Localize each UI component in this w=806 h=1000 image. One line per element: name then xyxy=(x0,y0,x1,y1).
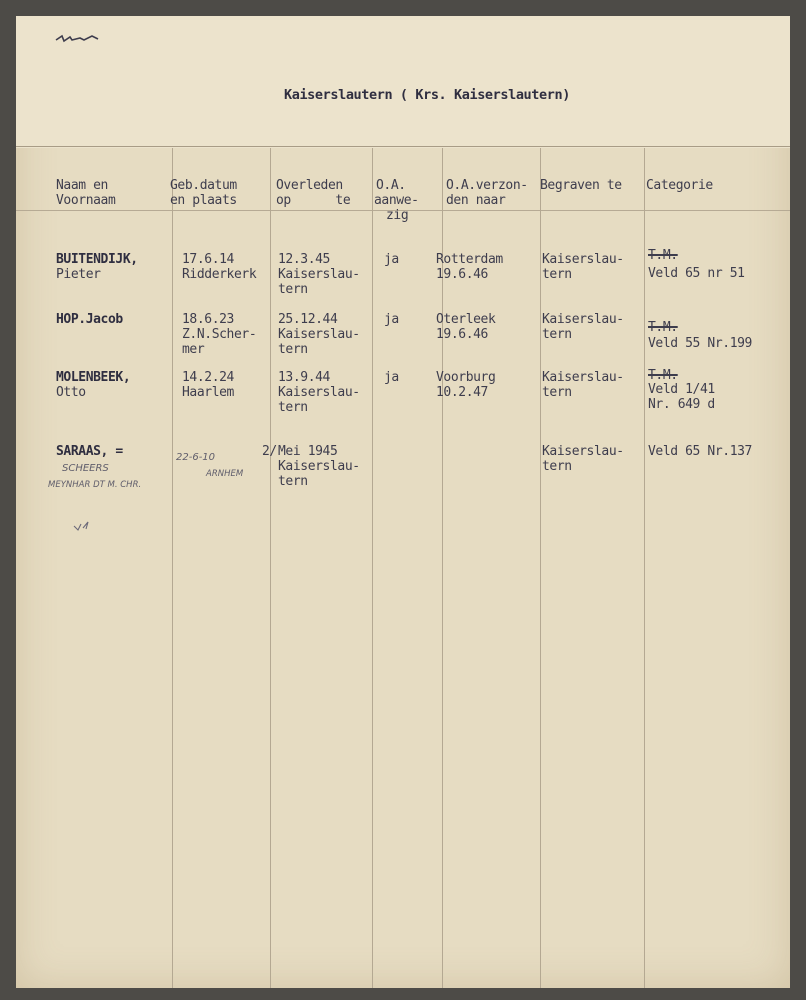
column-divider xyxy=(172,148,173,988)
column-divider xyxy=(270,148,271,988)
row-present: ja xyxy=(384,370,399,385)
row-buried-at: Kaiserslau- xyxy=(542,444,624,459)
row-death-place: Kaiserslau- xyxy=(278,267,360,282)
row-death-place: Kaiserslau- xyxy=(278,327,360,342)
row-category-struck: T.M. xyxy=(648,248,678,263)
column-header-line: aanwe- xyxy=(374,193,419,208)
corner-mark-scribble xyxy=(54,32,104,46)
row-first-name: Otto xyxy=(56,385,86,400)
column-header-line: Categorie xyxy=(646,178,713,193)
row-sent-date: 19.6.46 xyxy=(436,267,488,282)
row-sent-to: Voorburg xyxy=(436,370,496,385)
row-death-date: 13.9.44 xyxy=(278,370,330,385)
row-buried-at: Kaiserslau- xyxy=(542,312,624,327)
column-header-line: Geb.datum xyxy=(170,178,237,193)
row-death-place: tern xyxy=(278,282,308,297)
row-death-date: 12.3.45 xyxy=(278,252,330,267)
row-buried-at: tern xyxy=(542,385,572,400)
column-header-line: Voornaam xyxy=(56,193,116,208)
column-header-line: Naam en xyxy=(56,178,108,193)
column-divider xyxy=(644,148,645,988)
row-birth-date: 17.6.14 xyxy=(182,252,234,267)
row-name: HOP.Jacob xyxy=(56,312,123,327)
row-sent-date: 19.6.46 xyxy=(436,327,488,342)
column-header-line: en plaats xyxy=(170,193,237,208)
row-sent-to: Oterleek xyxy=(436,312,496,327)
checkmark-scribble xyxy=(72,518,92,532)
row-category: Veld 65 Nr.137 xyxy=(648,444,752,459)
row-death-date: 25.12.44 xyxy=(278,312,338,327)
row-buried-at: tern xyxy=(542,267,572,282)
column-header-line: O.A. xyxy=(376,178,406,193)
row-birth-place: Z.N.Scher- xyxy=(182,327,257,342)
row-present: ja xyxy=(384,312,399,327)
row-buried-at: Kaiserslau- xyxy=(542,370,624,385)
column-divider xyxy=(540,148,541,988)
row-buried-at: tern xyxy=(542,327,572,342)
row-death-place: tern xyxy=(278,474,308,489)
row-category-struck: T.M. xyxy=(648,368,678,383)
row-death-place: Kaiserslau- xyxy=(278,459,360,474)
column-header-line: Begraven te xyxy=(540,178,622,193)
row-birth-place: mer xyxy=(182,342,205,357)
row-sent-date: 10.2.47 xyxy=(436,385,488,400)
row-name-handwritten: SCHEERS xyxy=(62,463,109,474)
row-death-place: tern xyxy=(278,400,308,415)
row-name: MOLENBEEK, xyxy=(56,370,131,385)
row-birth-place: Ridderkerk xyxy=(182,267,257,282)
row-buried-at: Kaiserslau- xyxy=(542,252,624,267)
row-birth-date-handwritten: 22-6-10 xyxy=(176,452,216,463)
row-category: Veld 1/41 xyxy=(648,382,715,397)
column-header-line: op te xyxy=(276,193,351,208)
row-name: SARAAS, = xyxy=(56,444,123,459)
row-first-name: Pieter xyxy=(56,267,101,282)
column-header-line: O.A.verzon- xyxy=(446,178,528,193)
row-death-place: tern xyxy=(278,342,308,357)
row-category-struck: T.M. xyxy=(648,320,678,335)
row-death-date: Mei 1945 xyxy=(278,444,338,459)
row-sent-to: Rotterdam xyxy=(436,252,503,267)
column-header-line: Overleden xyxy=(276,178,343,193)
row-category: Veld 65 nr 51 xyxy=(648,266,745,281)
row-death-place: Kaiserslau- xyxy=(278,385,360,400)
record-card xyxy=(16,16,790,988)
row-present: ja xyxy=(384,252,399,267)
header-top-rule xyxy=(16,146,790,147)
column-header-line: den naar xyxy=(446,193,506,208)
row-name-handwritten: MEYNHAR DT M. CHR. xyxy=(48,480,142,490)
row-category: Nr. 649 d xyxy=(648,397,715,412)
row-birth-place: Haarlem xyxy=(182,385,234,400)
row-buried-at: tern xyxy=(542,459,572,474)
row-birth-place-handwritten: ARNHEM xyxy=(206,469,244,479)
row-category: Veld 55 Nr.199 xyxy=(648,336,752,351)
card-title: Kaiserslautern ( Krs. Kaiserslautern) xyxy=(284,87,570,103)
card-header xyxy=(16,16,790,148)
column-header-line: zig xyxy=(386,208,409,223)
row-birth-date: 18.6.23 xyxy=(182,312,234,327)
row-birth-date: 14.2.24 xyxy=(182,370,234,385)
row-death-day-prefix: 2/ xyxy=(262,444,277,459)
row-name: BUITENDIJK, xyxy=(56,252,138,267)
column-divider xyxy=(372,148,373,988)
